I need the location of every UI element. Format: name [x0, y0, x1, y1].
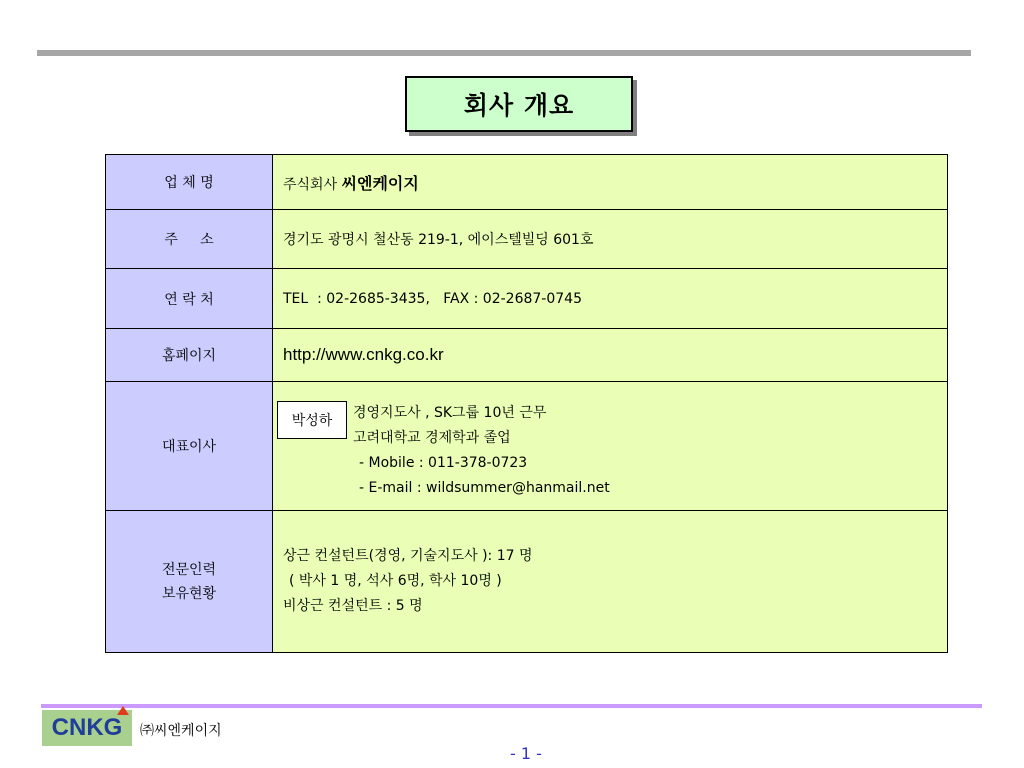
staff-line: 비상근 컨설턴트 : 5 명 [283, 598, 423, 614]
table-row [106, 382, 948, 511]
table-row [106, 511, 948, 653]
top-divider [37, 50, 971, 56]
address-label: 주 소 [106, 210, 273, 269]
footer-company-name: ㈜씨엔케이지 [140, 723, 222, 739]
table-row [106, 269, 948, 329]
staff-label-line: 보유현황 [161, 585, 217, 602]
staff-label-line: 전문인력 [161, 561, 217, 578]
homepage-value [273, 329, 948, 382]
company-value [273, 155, 948, 210]
logo-arrow-icon [117, 706, 129, 715]
bottom-divider [41, 704, 982, 708]
ceo-value [273, 382, 948, 511]
ceo-line: 경영지도사 , SK그룹 10년 근무 [353, 405, 547, 421]
ceo-line: - E-mail : wildsummer@hanmail.net [359, 480, 610, 496]
homepage-label: 홈페이지 [106, 329, 273, 382]
homepage-link[interactable]: http://www.cnkg.co.kr [283, 345, 444, 364]
ceo-line: - Mobile : 011-378-0723 [359, 455, 528, 471]
company-label: 업 체 명 [106, 155, 273, 210]
table-row [106, 155, 948, 210]
contact-value: TEL : 02-2685-3435, FAX : 02-2687-0745 [273, 269, 948, 329]
staff-line: 상근 컨설턴트(경영, 기술지도사 ): 17 명 [283, 548, 533, 564]
address-value: 경기도 광명시 철산동 219-1, 에이스텔빌딩 601호 [273, 210, 948, 269]
table-row [106, 210, 948, 269]
staff-value [273, 511, 948, 653]
staff-line: ( 박사 1 명, 석사 6명, 학사 10명 ) [289, 573, 502, 589]
company-prefix: 주식회사 [283, 176, 338, 193]
ceo-name-box: 박성하 [277, 401, 347, 439]
company-name: 씨엔케이지 [341, 173, 419, 193]
ceo-label: 대표이사 [106, 382, 273, 511]
cnkg-logo: CNKG [42, 710, 132, 746]
ceo-details [353, 401, 610, 501]
company-info-table [105, 154, 948, 653]
staff-label [106, 511, 273, 653]
ceo-line: 고려대학교 경제학과 졸업 [353, 430, 511, 446]
table-row [106, 329, 948, 382]
slide-title: 회사 개요 [405, 76, 633, 132]
page-number: - 1 - [510, 744, 542, 763]
contact-label: 연 락 처 [106, 269, 273, 329]
